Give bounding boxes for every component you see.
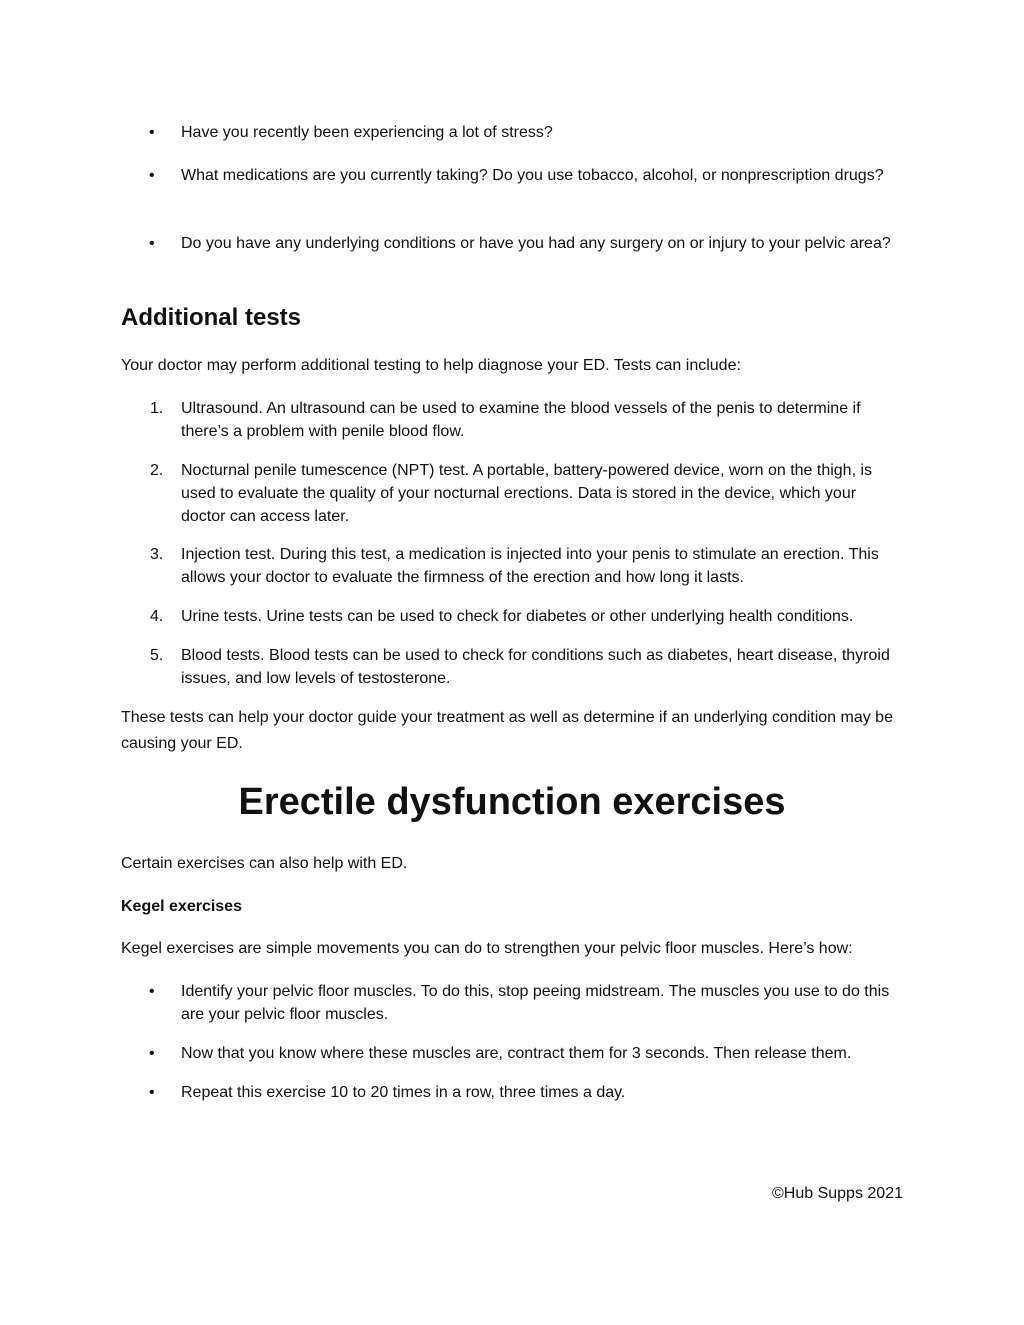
page-title-exercises: Erectile dysfunction exercises <box>238 781 786 823</box>
list-item-text: What medications are you currently taking? Do you use tobacco, alcohol, or nonprescription drugs? <box>181 167 884 184</box>
list-item <box>150 543 903 589</box>
bullet-marker: • <box>149 1045 155 1062</box>
list-number: 5. <box>150 647 164 664</box>
list-item <box>150 644 903 690</box>
list-item-text: Have you recently been experiencing a lot of stress? <box>181 124 553 141</box>
list-number: 4. <box>150 608 164 625</box>
list-number: 3. <box>150 546 164 563</box>
list-number: 1. <box>150 400 164 417</box>
bullet-marker: • <box>149 167 155 184</box>
list-item-text: Blood tests. Blood tests can be used to check for conditions such as diabetes, heart disease, thyroid issues, and low levels of testosterone. <box>181 647 890 687</box>
list-item-text: Injection test. During this test, a medication is injected into your penis to stimulate an erection. This allows your doctor to evaluate the firmness of the erection and how long it lasts. <box>181 546 879 586</box>
list-item-text: Now that you know where these muscles are, contract them for 3 seconds. Then release them. <box>181 1045 852 1062</box>
additional-tests-conclusion: These tests can help your doctor guide your treatment as well as determine if an underlying condition may be causing your ED. <box>121 709 893 752</box>
bullet-marker: • <box>149 124 155 141</box>
bullet-marker: • <box>149 1084 155 1101</box>
list-number: 2. <box>150 462 164 479</box>
list-item-text: Repeat this exercise 10 to 20 times in a row, three times a day. <box>181 1084 626 1101</box>
additional-tests-intro: Your doctor may perform additional testing to help diagnose your ED. Tests can include: <box>121 357 741 374</box>
list-item <box>149 1081 903 1104</box>
list-item <box>150 459 903 528</box>
footer-copyright: ©Hub Supps 2021 <box>772 1185 903 1202</box>
section-heading-additional-tests: Additional tests <box>121 304 302 331</box>
list-item-text: Do you have any underlying conditions or have you had any surgery on or injury to your pelvic area? <box>181 235 891 252</box>
list-item <box>150 397 903 443</box>
list-item-text: Urine tests. Urine tests can be used to check for diabetes or other underlying health conditions. <box>181 608 854 625</box>
kegel-intro: Kegel exercises are simple movements you can do to strengthen your pelvic floor muscles. Here’s how: <box>121 940 853 957</box>
list-item-text: Ultrasound. An ultrasound can be used to examine the blood vessels of the penis to determine if there’s a problem with penile blood flow. <box>181 400 861 440</box>
bullet-marker: • <box>149 983 155 1000</box>
list-item <box>149 231 903 257</box>
list-item <box>149 163 903 189</box>
list-item <box>150 605 903 628</box>
list-item-text: Identify your pelvic floor muscles. To do this, stop peeing midstream. The muscles you use to do this are your pelvic floor muscles. <box>181 983 890 1023</box>
list-item <box>149 121 903 144</box>
list-item <box>149 1042 903 1065</box>
list-item-text: Nocturnal penile tumescence (NPT) test. A portable, battery-powered device, worn on the thigh, is used to evaluate the quality of your nocturnal erections. Data is stored in the device, which your doctor can access later. <box>181 462 873 525</box>
exercises-intro: Certain exercises can also help with ED. <box>121 855 408 872</box>
subheading-kegel-exercises: Kegel exercises <box>121 898 242 915</box>
list-item <box>149 980 903 1026</box>
bullet-marker: • <box>149 235 155 252</box>
